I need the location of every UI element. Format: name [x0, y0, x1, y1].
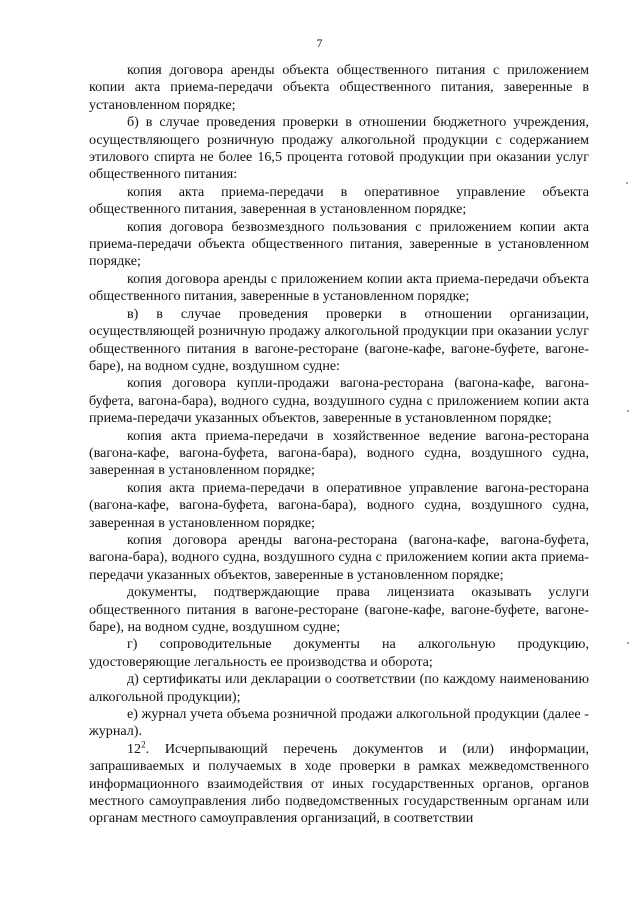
- scan-speck: [627, 642, 629, 644]
- paragraph: копия договора купли-продажи вагона-ресторана (вагона-кафе, вагона-буфета, вагона-бара), водного судна, воздушного судна с приложением копии акта приема-передачи указанных объектов, заверенные в установленном порядке;: [89, 375, 589, 427]
- paragraph-number: 12: [127, 740, 142, 757]
- paragraph: копия договора аренды вагона-ресторана (вагона-кафе, вагона-буфета, вагона-бара), водного судна, воздушного судна с приложением копии акта приема-передачи указанных объектов, заверенные в установленном порядке;: [89, 531, 589, 583]
- paragraph-text: . Исчерпывающий перечень документов и (или) информации, запрашиваемых и получаемых в ходе проверки в рамках межведомственного информационного взаимодействия от иных государственных органов, органов местного самоуправления либо подведомственных государственным органам или органам местного самоуправления организаций, в соответствии: [89, 740, 589, 827]
- paragraph: е) журнал учета объема розничной продажи алкогольной продукции (далее - журнал).: [89, 706, 589, 740]
- paragraph: копия акта приема-передачи в оперативное управление вагона-ресторана (вагона-кафе, вагона-буфета, вагона-бара), водного судна, воздушного судна, заверенная в установленном порядке;: [89, 479, 589, 531]
- paragraph: б) в случае проведения проверки в отношении бюджетного учреждения, осуществляющего розничную продажу алкогольной продукции с содержанием этилового спирта не более 16,5 процента готовой продукции при оказании услуг общественного питания:: [89, 114, 589, 183]
- paragraph: документы, подтверждающие права лицензиата оказывать услуги общественного питания в вагоне-ресторане (вагоне-кафе, вагоне-буфете, вагоне-баре), на водном судне, воздушном судне;: [89, 584, 589, 635]
- paragraph: д) сертификаты или декларации о соответствии (по каждому наименованию алкогольной продукции);: [89, 671, 589, 705]
- paragraph: г) сопроводительные документы на алкогольную продукцию, удостоверяющие легальность ее производства и оборота;: [89, 636, 589, 670]
- paragraph: в) в случае проведения проверки в отношении организации, осуществляющей розничную продажу алкогольной продукции при оказании услуг общественного питания в вагоне-ресторане (вагоне-кафе, вагоне-буфете, вагоне-баре), на водном судне, воздушном судне:: [89, 305, 589, 374]
- page-number: 7: [316, 36, 323, 50]
- paragraph-number-superscript: 2: [141, 739, 146, 750]
- scan-speck: [627, 410, 629, 412]
- scan-speck: [626, 182, 628, 184]
- paragraph: копия договора безвозмездного пользования с приложением копии акта приема-передачи объекта общественного питания, заверенные в установленном порядке;: [89, 218, 589, 270]
- document-body: [89, 62, 589, 828]
- paragraph: копия акта приема-передачи в хозяйственное ведение вагона-ресторана (вагона-кафе, вагона-буфета, вагона-бара), водного судна, воздушного судна, заверенная в установленном порядке;: [89, 427, 589, 479]
- paragraph: копия акта приема-передачи в оперативное управление объекта общественного питания, заверенная в установленном порядке;: [89, 183, 589, 218]
- paragraph: копия договора аренды с приложением копии акта приема-передачи объекта общественного питания, заверенные в установленном порядке;: [89, 270, 589, 305]
- paragraph: копия договора аренды объекта общественного питания с приложением копии акта приема-передачи объекта общественного питания, заверенные в установленном порядке;: [89, 62, 589, 113]
- paragraph-12-2: [89, 741, 589, 828]
